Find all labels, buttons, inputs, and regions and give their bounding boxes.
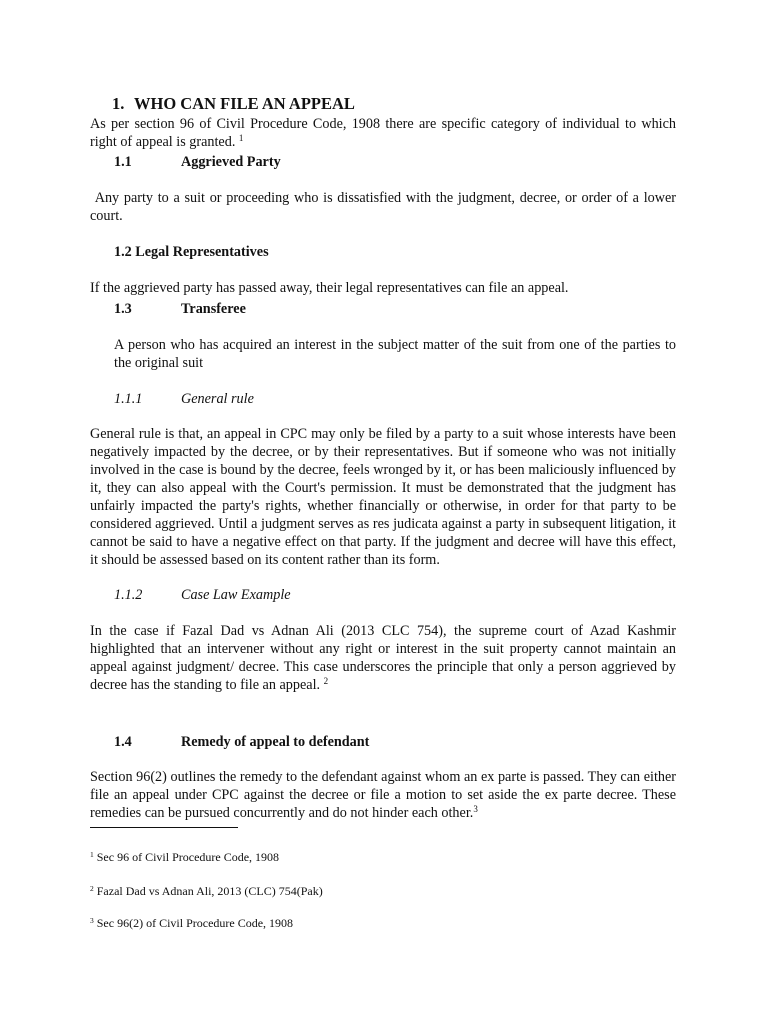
section-1-4-title: Remedy of appeal to defendant (181, 734, 370, 750)
section-1-1-2-text: In the case if Fazal Dad vs Adnan Ali (2013 CLC 754), the supreme court of Azad Kashmir highlighted that an intervener without any right or interest in the suit property cannot maintain an appeal against judgment/ decree. This case underscores the principle that only a person aggrieved by decree has the standing to file an appeal. (90, 623, 676, 693)
footnote-1 (90, 850, 279, 864)
section-1-1-2-heading (114, 586, 291, 604)
section-1-3-number: 1.3 (114, 301, 132, 317)
section-1-4-heading (114, 733, 369, 751)
section-1-1-2-body (90, 622, 676, 694)
footnote-3-text: Sec 96(2) of Civil Procedure Code, 1908 (93, 916, 294, 930)
section-1-3-heading (114, 300, 246, 318)
section-1-1-title: Aggrieved Party (181, 154, 281, 170)
section-1-2-body: If the aggrieved party has passed away, their legal representatives can file an appeal. (90, 280, 569, 296)
intro-paragraph (90, 115, 676, 151)
footnote-ref-2[interactable]: 2 (323, 676, 329, 686)
section-1-1-1-heading (114, 390, 254, 408)
footnote-ref-1[interactable]: 1 (238, 133, 244, 143)
section-1-2-heading: 1.2 Legal Representatives (114, 244, 269, 260)
section-1-1-2-number: 1.1.2 (114, 587, 143, 603)
section-1-4-number: 1.4 (114, 734, 132, 750)
footnote-3 (90, 916, 293, 930)
section-1-1-number: 1.1 (114, 154, 132, 170)
footnote-2 (90, 884, 323, 898)
footnote-separator (90, 827, 238, 828)
intro-text: As per section 96 of Civil Procedure Code, 1908 there are specific category of individual to which right of appeal is granted. (90, 116, 676, 150)
section-1-4-text: Section 96(2) outlines the remedy to the defendant against whom an ex parte is passed. They can either file an appeal under CPC against the decree or file a motion to set aside the ex parte decree. These remedies can be pursued concurrently and do not hinder each other. (90, 769, 676, 821)
section-1-1-1-number: 1.1.1 (114, 391, 143, 407)
footnote-1-text: Sec 96 of Civil Procedure Code, 1908 (93, 850, 280, 864)
footnote-3-mark: 3 (90, 916, 94, 925)
section-1-3-title: Transferee (181, 301, 246, 317)
section-1-1-heading (114, 153, 281, 171)
footnote-ref-3[interactable]: 3 (473, 804, 478, 814)
section-1-1-1-title: General rule (181, 391, 254, 407)
main-heading (112, 94, 355, 114)
main-heading-number: 1. (112, 94, 125, 113)
footnote-2-text: Fazal Dad vs Adnan Ali, 2013 (CLC) 754(Pak) (93, 884, 323, 898)
section-1-1-2-title: Case Law Example (181, 587, 291, 603)
main-heading-title: WHO CAN FILE AN APPEAL (134, 94, 355, 113)
section-1-1-body: Any party to a suit or proceeding who is dissatisfied with the judgment, decree, or order of a lower court. (90, 190, 680, 224)
section-1-4-body (90, 768, 676, 822)
section-1-3-body: A person who has acquired an interest in the subject matter of the suit from one of the parties to the original suit (114, 337, 676, 371)
footnote-1-mark: 1 (90, 850, 94, 859)
section-1-1-1-body: General rule is that, an appeal in CPC may only be filed by a party to a suit whose interests have been negatively impacted by the decree, or by their representatives. But if someone who was not initially involved in the case is bound by the decree, feels wronged by it, or has been maliciously influenced by it, they can also appeal with the Court's permission. It must be demonstrated that the judgment has unfairly impacted the party's rights, whether financially or otherwise, in order for that party to be considered aggrieved. Until a judgment serves as res judicata against a party in subsequent litigation, it cannot be said to have a negative effect on that party. If the judgment and decree will have this effect, it should be assessed based on its content rather than its form. (90, 426, 676, 568)
footnote-2-mark: 2 (90, 884, 94, 893)
